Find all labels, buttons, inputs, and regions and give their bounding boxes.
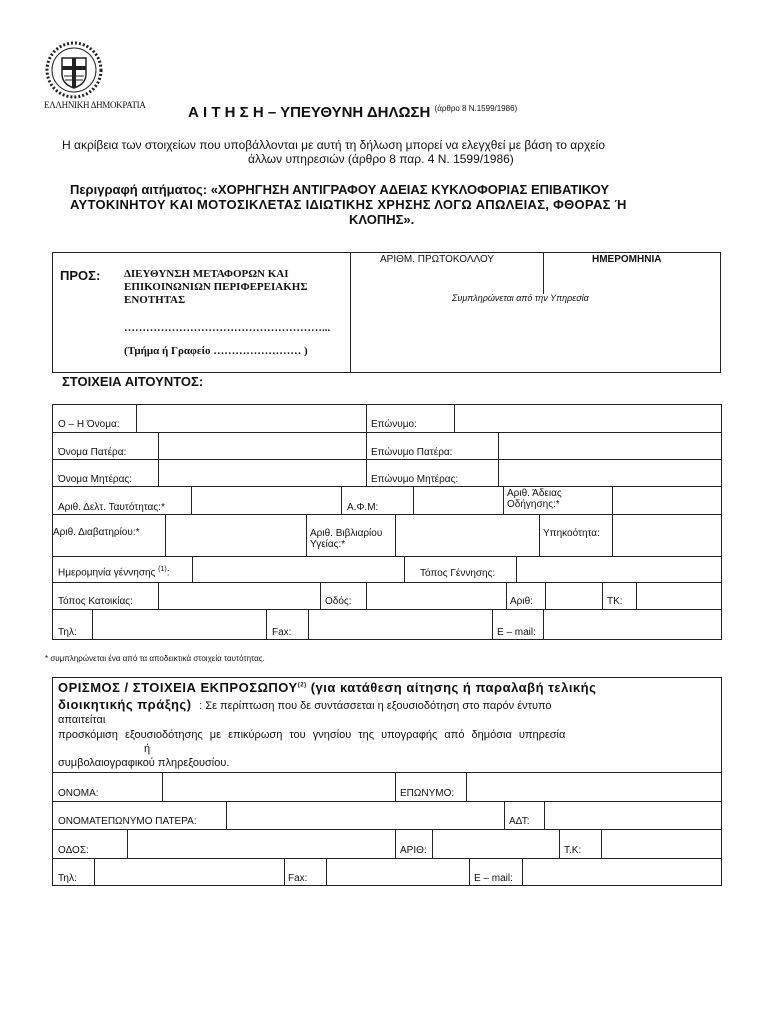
recipient-pros-label: ΠΡΟΣ: [60,268,101,283]
accuracy-note-line1: Η ακρίβεια των στοιχείων που υποβάλλονται με αυτή τη δήλωση μπορεί να ελεγχθεί με βάση το αρχείο [62,138,605,152]
coat-of-arms-icon [44,40,104,100]
postcode-field[interactable] [637,583,721,609]
rep-phone-field[interactable] [95,859,283,885]
rep-name-field[interactable] [163,773,394,801]
protocol-number-field[interactable] [352,266,542,292]
health-book-label-line2: Υγείας:* [310,539,346,550]
birth-date-text: Ημερομηνία γέννησης [58,567,156,579]
applicant-footnote: * συμπληρώνεται ένα από τα αποδεικτικά στοιχεία ταυτότητας. [45,654,265,663]
birth-date-label [58,566,170,578]
license-label-line1: Αριθ. Άδειας [507,488,562,499]
email-field[interactable] [544,610,721,639]
citizenship-field[interactable] [613,515,721,556]
rep-fax-label: Fax: [288,873,308,884]
request-description-line3: ΚΛΟΠΗΣ». [349,212,415,227]
rep-father-label: ΟΝΟΜΑΤΕΠΩΝΥΜΟ ΠΑΤΕΡΑ: [58,816,197,827]
license-field[interactable] [613,487,721,514]
representative-note-line2: απαιτείται [58,714,106,726]
rep-adt-label: ΑΔΤ: [509,816,530,827]
rep-father-field[interactable] [227,802,503,829]
rep-number-field[interactable] [433,830,558,858]
rep-adt-field[interactable] [545,802,721,829]
rep-street-field[interactable] [128,830,394,858]
rep-phone-label: Τηλ: [58,873,77,884]
mother-name-field[interactable] [159,460,365,486]
department-line2: ΕΠΙΚΟΙΝΩΝΙΩΝ ΠΕΡΙΦΕΡΕΙΑΚΗΣ [124,281,308,293]
mother-surname-field[interactable] [499,460,721,486]
representative-heading [58,680,596,695]
greek-emblem [44,40,104,100]
recipient-department [124,268,308,307]
accuracy-note-line2: άλλων υπηρεσιών (άρθρο 8 παρ. 4 Ν. 1599/1986) [248,152,514,166]
afm-field[interactable] [414,487,502,514]
father-surname-field[interactable] [499,433,721,459]
birth-place-label: Τόπος Γέννησης: [420,568,496,579]
rep-number-label: ΑΡΙΘ: [400,845,427,856]
birth-date-field[interactable] [193,557,403,582]
birth-place-field[interactable] [517,557,721,582]
rep-name-label: ΟΝΟΜΑ: [58,788,99,799]
mother-name-label: Όνομα Μητέρας: [58,474,132,485]
date-field[interactable] [545,266,720,292]
rep-surname-label: ΕΠΩΝΥΜΟ: [400,788,455,799]
license-label-line2: Οδήγησης:* [507,499,560,510]
health-book-label-line1: Αριθ. Βιβλιαρίου [310,528,383,539]
residence-field[interactable] [159,583,319,609]
father-surname-label: Επώνυμο Πατέρα: [371,447,453,458]
form-title [188,104,517,121]
rep-surname-field[interactable] [467,773,721,801]
fax-field[interactable] [309,610,491,639]
rep-postcode-field[interactable] [602,830,721,858]
representative-note-part1: : Σε περίπτωση που δε συντάσσεται η εξουσιοδότηση στο παρόν έντυπο [199,700,552,712]
birth-date-colon: : [166,567,170,579]
service-fill-note: Συμπληρώνεται από την Υπηρεσία [452,293,589,303]
father-name-field[interactable] [159,433,365,459]
representative-heading-rest: (για κατάθεση αίτησης ή παραλαβή τελικής [306,680,597,695]
applicant-first-name-field[interactable] [137,405,365,432]
street-field[interactable] [367,583,505,609]
request-description-line2: ΑΥΤΟΚΙΝΗΤΟΥ ΚΑΙ ΜΟΤΟΣΙΚΛΕΤΑΣ ΙΔΙΩΤΙΚΗΣ ΧΡΗΣΗΣ ΛΟΓΩ ΑΠΩΛΕΙΑΣ, ΦΘΟΡΑΣ Ή [70,197,627,212]
representative-note-line3: προσκόμιση εξουσιοδότησης με επικύρωση του γνησίου της υπογραφής από δημόσια υπηρεσία [58,729,566,741]
phone-label: Τηλ: [58,627,77,638]
applicant-surname-field[interactable] [455,405,721,432]
rep-street-label: ΟΔΟΣ: [58,845,89,856]
citizenship-label: Υπηκοότητα: [543,528,600,539]
applicant-first-name-label: Ο – Η Όνομα: [58,419,120,430]
department-line1: ΔΙΕΥΘΥΝΣΗ ΜΕΤΑΦΟΡΩΝ ΚΑΙ [124,268,289,280]
health-book-field[interactable] [396,515,538,556]
representative-heading-text: ΟΡΙΣΜΟΣ / ΣΤΟΙΧΕΙΑ ΕΚΠΡΟΣΩΠΟΥ [58,680,298,695]
passport-label: Αριθ. Διαβατηρίου:* [53,527,140,538]
number-label: Αριθ: [510,596,533,607]
residence-label: Τόπος Κατοικίας: [58,596,133,607]
form-title-text: Α Ι Τ Η Σ Η – ΥΠΕΥΘΥΝΗ ΔΗΛΩΣΗ [188,104,431,121]
rep-postcode-label: Τ.Κ: [564,845,582,856]
applicant-surname-label: Επώνυμο: [371,419,417,430]
rep-email-label: Ε – mail: [474,873,513,884]
department-dots-field[interactable]: ………………………………………………... [124,322,331,334]
passport-field[interactable] [166,515,305,556]
representative-note-line5: συμβολαιογραφικού πληρεξουσίου. [58,757,230,769]
email-label: Ε – mail: [497,627,536,638]
license-label [507,488,562,510]
phone-field[interactable] [93,610,265,639]
applicant-heading: ΣΤΟΙΧΕΙΑ ΑΙΤΟΥΝΤΟΣ: [62,374,204,389]
representative-note-line4: ή [144,743,151,755]
representative-heading-line2-text: διοικητικής πράξης) [58,697,192,712]
representative-heading-footnote: (2) [297,682,307,689]
father-name-label: Όνομα Πατέρα: [58,447,127,458]
rep-fax-field[interactable] [327,859,468,885]
birth-date-footnote: (1) [158,566,167,573]
department-line3: ΕΝΟΤΗΤΑΣ [124,294,186,306]
id-card-label: Αριθ. Δελτ. Ταυτότητας:* [58,502,165,513]
fax-label: Fax: [272,627,292,638]
afm-label: Α.Φ.Μ: [347,502,379,513]
date-label: ΗΜΕΡΟΜΗΝΙΑ [592,254,662,265]
rep-email-field[interactable] [523,859,721,885]
id-card-field[interactable] [192,487,340,514]
number-field[interactable] [546,583,601,609]
republic-label: ΕΛΛΗΝΙΚΗ ΔΗΜΟΚΡΑΤΙΑ [44,100,146,110]
street-label: Οδός: [325,596,352,607]
representative-heading-line2 [58,697,552,712]
mother-surname-label: Επώνυμο Μητέρας: [371,474,459,485]
section-office-field[interactable]: (Τμήμα ή Γραφείο …………………… ) [124,345,308,357]
health-book-label [310,528,382,550]
form-title-ref: (άρθρο 8 Ν.1599/1986) [434,104,518,113]
request-description-line1: Περιγραφή αιτήματος: «ΧΟΡΗΓΗΣΗ ΑΝΤΙΓΡΑΦΟΥ ΑΔΕΙΑΣ ΚΥΚΛΟΦΟΡΙΑΣ ΕΠΙΒΑΤΙΚΟΥ [70,182,610,197]
protocol-number-label: ΑΡΙΘΜ. ΠΡΩΤΟΚΟΛΛΟΥ [380,254,495,265]
postcode-label: ΤΚ: [607,596,623,607]
